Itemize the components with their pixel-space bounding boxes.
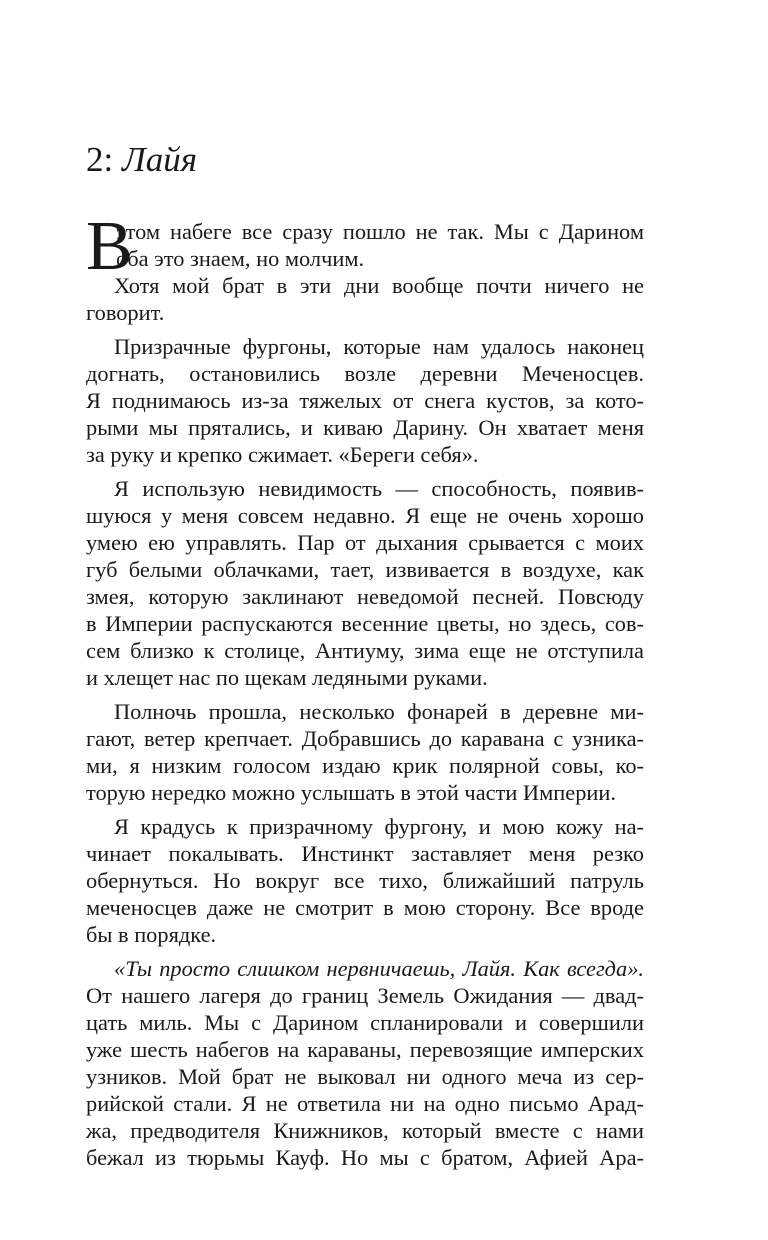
text-line: Я крадусь к призрачному фургону, и мою кожу на- xyxy=(114,814,644,839)
text-line: цать миль. Мы с Дарином спланировали и совершили xyxy=(86,1010,644,1035)
text-line: узников. Мой брат не выковал ни одного меча из сер- xyxy=(86,1064,644,1089)
text-line: говорит. xyxy=(86,300,165,325)
text-line: бежал из тюрьмы Кауф. Но мы с братом, Афией Ара- xyxy=(86,1145,644,1170)
text-line: рыми мы прятались, и киваю Дарину. Он хватает меня xyxy=(86,415,644,440)
chapter-name: Лайя xyxy=(121,140,197,179)
text-line: Призрачные фургоны, которые нам удалось наконец xyxy=(114,334,644,359)
text-line: жа, предводителя Книжников, который вместе с нами xyxy=(86,1118,644,1143)
text-line: за руку и крепко сжимает. «Береги себя». xyxy=(86,442,479,467)
text-line: чинает покалывать. Инстинкт заставляет меня резко xyxy=(86,841,644,866)
chapter-title xyxy=(86,138,197,182)
text-line: и хлещет нас по щекам ледяными руками. xyxy=(86,665,488,690)
text-line: сем близко к столице, Антиуму, зима еще не отступила xyxy=(86,638,644,663)
text-line: губ белыми облачками, тает, извивается в воздухе, как xyxy=(86,557,644,582)
text-line: От нашего лагеря до границ Земель Ожидания — двад- xyxy=(86,983,644,1008)
text-line: Полночь прошла, несколько фонарей в деревне ми- xyxy=(114,699,644,724)
text-line: умею ею управлять. Пар от дыхания срывается с моих xyxy=(86,530,644,555)
text-line: догнать, остановились возле деревни Меченосцев. xyxy=(86,361,644,386)
text-line: торую нередко можно услышать в этой части Империи. xyxy=(86,780,616,805)
text-line: оба это знаем, но молчим. xyxy=(116,246,365,271)
text-line: рийской стали. Я не ответила ни на одно письмо Арад- xyxy=(86,1091,644,1116)
text-line: бы в порядке. xyxy=(86,922,217,947)
text-line-italic: «Ты просто слишком нервничаешь, Лайя. Как всегда». xyxy=(114,956,644,981)
text-line: ми, я низким голосом издаю крик полярной совы, ко- xyxy=(86,753,644,778)
text-line: гают, ветер крепчает. Добравшись до каравана с узника- xyxy=(86,726,644,751)
text-line: обернуться. Но вокруг все тихо, ближайший патруль xyxy=(86,868,644,893)
drop-cap: В xyxy=(86,208,133,285)
text-line: шуюся у меня совсем недавно. Я еще не очень хорошо xyxy=(86,503,644,528)
text-line: Хотя мой брат в эти дни вообще почти ничего не xyxy=(114,273,644,298)
body-text xyxy=(86,208,644,1171)
chapter-number: 2: xyxy=(86,140,114,179)
text-line: меченосцев даже не смотрит в мою сторону. Все вроде xyxy=(86,895,644,920)
text-line: уже шесть набегов на караваны, перевозящие имперских xyxy=(86,1037,644,1062)
text-line: Я поднимаюсь из-за тяжелых от снега кустов, за кото- xyxy=(86,388,644,413)
text-line: в Империи распускаются весенние цветы, но здесь, сов- xyxy=(86,611,644,636)
text-line: змея, которую заклинают неведомой песней. Повсюду xyxy=(86,584,644,609)
text-line: этом набеге все сразу пошло не так. Мы с Дарином xyxy=(116,219,644,244)
text-line: Я использую невидимость — способность, появив- xyxy=(114,476,644,501)
